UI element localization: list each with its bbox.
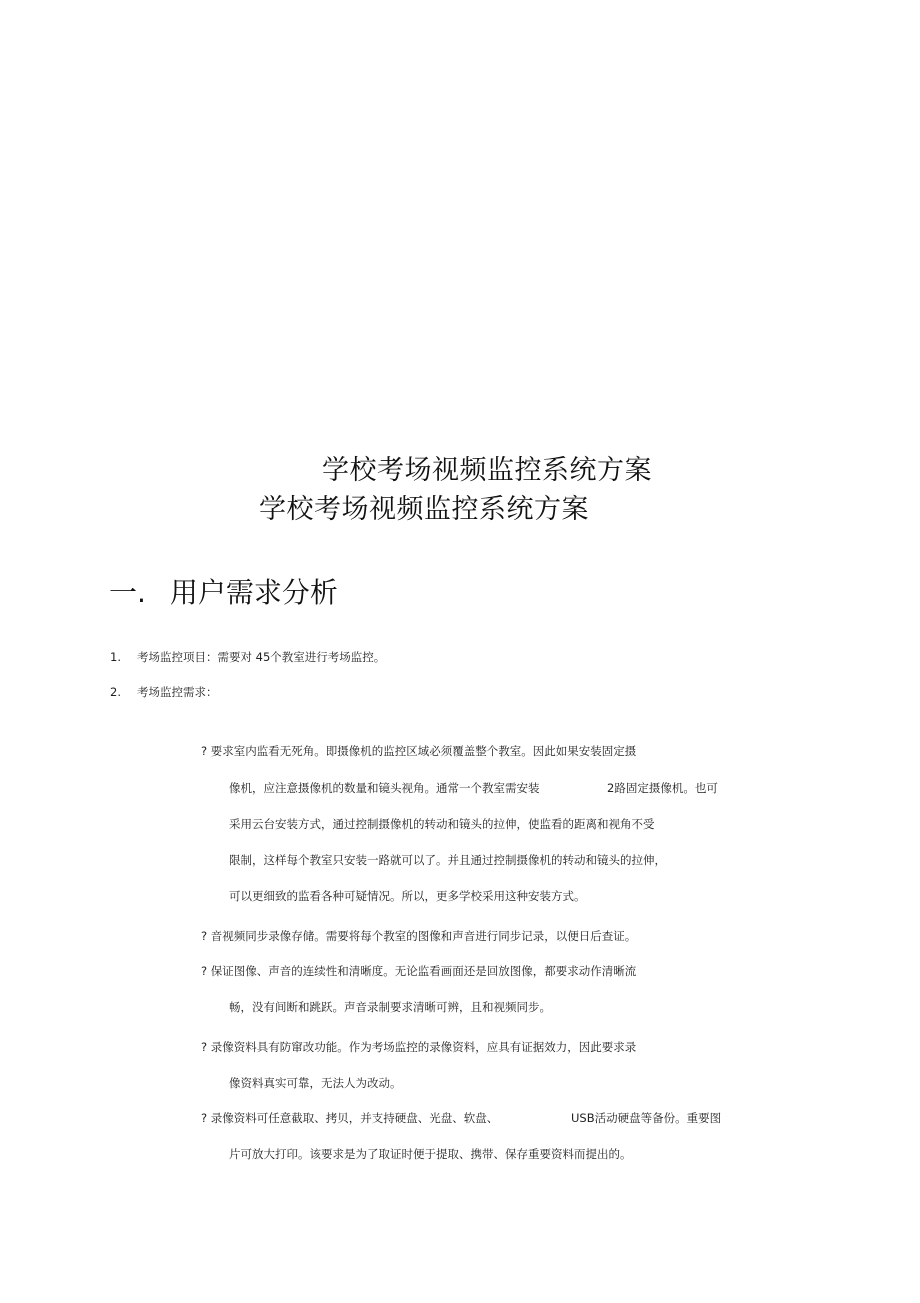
list-item-number: 1.: [110, 650, 121, 664]
document-title-line2: 学校考场视频监控系统方案: [259, 494, 589, 525]
requirement-4-line1: ? 录像资料具有防窜改功能。作为考场监控的录像资料，应具有证据效力，因此要求录: [201, 1040, 637, 1054]
requirement-5-line1a: ? 录像资料可任意截取、拷贝，并支持硬盘、光盘、软盘、: [201, 1111, 499, 1125]
requirement-3-line1: ? 保证图像、声音的连续性和清晰度。无论监看画面还是回放图像，都要求动作清晰流: [201, 964, 637, 978]
requirement-5-line2: 片可放大打印。该要求是为了取证时便于提取、携带、保存重要资料而提出的。: [229, 1147, 632, 1161]
requirement-3-line2: 畅，没有间断和跳跃。声音录制要求清晰可辨，且和视频同步。: [229, 1000, 551, 1014]
document-title-line1: 学校考场视频监控系统方案: [322, 455, 652, 486]
requirement-4-line2: 像资料真实可靠，无法人为改动。: [229, 1076, 402, 1090]
list-item-text: 考场监控需求：: [137, 685, 218, 699]
requirement-1-line4: 限制，这样每个教室只安装一路就可以了。并且通过控制摄像机的转动和镜头的拉伸，: [229, 853, 666, 867]
section-heading: [109, 571, 338, 611]
list-item-number: 2.: [110, 685, 121, 699]
list-item-text: 考场监控项目：需要对 45个教室进行考场监控。: [137, 650, 386, 664]
list-item: [110, 649, 385, 665]
requirement-2-line1: ? 音视频同步录像存储。需要将每个教室的图像和声音进行同步记录，以便日后查证。: [201, 929, 637, 943]
requirement-1-line5: 可以更细致的监看各种可疑情况。所以，更多学校采用这种安装方式。: [229, 889, 586, 903]
list-item: [110, 684, 218, 700]
requirement-1-line1: ? 要求室内监看无死角。即摄像机的监控区域必须覆盖整个教室。因此如果安装固定摄: [201, 744, 637, 758]
requirement-5-line1b: USB活动硬盘等备份。重要图: [571, 1111, 722, 1125]
requirement-1-line2b: 2路固定摄像机。也可: [607, 781, 718, 795]
section-title: 用户需求分析: [169, 576, 338, 609]
section-number: 一.: [109, 576, 146, 609]
requirement-1-line2a: 像机，应注意摄像机的数量和镜头视角。通常一个教室需安装: [229, 781, 540, 795]
requirement-1-line3: 采用云台安装方式，通过控制摄像机的转动和镜头的拉伸，使监看的距离和视角不受: [229, 817, 655, 831]
